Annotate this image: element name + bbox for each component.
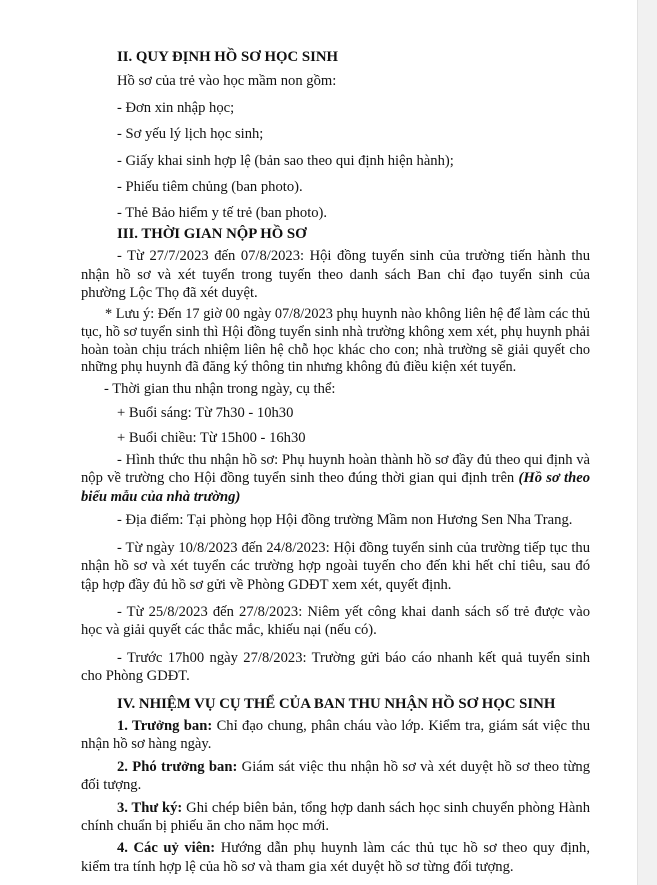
- duty-text: Ghi chép biên bản, tổng hợp danh sách học sinh chuyển phòng Hành chính chuẩn bị phiếu ăn cho năm học mới.: [81, 799, 590, 834]
- paragraph-listing-period: - Từ 25/8/2023 đến 27/8/2023: Niêm yết công khai danh sách số trẻ được vào học và giải quyết các thắc mắc, khiếu nại (nếu có).: [81, 603, 590, 639]
- section-4-heading: IV. NHIỆM VỤ CỤ THỂ CỦA BAN THU NHẬN HỒ SƠ HỌC SINH: [117, 695, 556, 712]
- duty-text: Giám sát việc thu nhận hồ sơ và xét duyệt hồ sơ theo từng đối tượng.: [81, 758, 590, 794]
- document-page: [0, 40, 638, 876]
- method-text: - Hình thức thu nhận hồ sơ: Phụ huynh hoàn thành hồ sơ đầy đủ theo qui định và nộp về trường cho Hội đồng tuyển sinh theo đúng thời gian qui định trên: [81, 452, 590, 487]
- paragraph-note: * Lưu ý: Đến 17 giờ 00 ngày 07/8/2023 phụ huynh nào không liên hệ để làm các thủ tục, hồ sơ tuyển sinh thì Hội đồng tuyển sinh nhà trường không xem xét, phụ huynh phải hoàn toàn chịu trách nhiệm liên hệ chỗ học khác cho con; nhà trường sẽ giải quyết cho những phụ huynh đã đăng ký thông tin nhưng không đủ điều kiện xét tuyển.: [81, 306, 590, 376]
- paragraph-extra-period: - Từ ngày 10/8/2023 đến 24/8/2023: Hội đồng tuyển sinh của trường tiếp tục thu nhận hồ sơ và xét tuyển các trường hợp ngoài tuyến cho đến khi hết chỉ tiêu, sau đó tập hợp đầy đủ hồ sơ gửi về Phòng GDĐT xem xét, quyết định.: [81, 539, 590, 593]
- time-afternoon: + Buổi chiều: Từ 15h00 - 16h30: [117, 429, 306, 446]
- duty-term: 2. Phó trưởng ban:: [117, 758, 238, 775]
- list-item: - Đơn xin nhập học;: [117, 99, 235, 116]
- duty-secretary: [0, 799, 638, 836]
- duty-text: Hướng dẫn phụ huynh làm các thủ tục hồ sơ theo quy định, kiểm tra tính hợp lệ của hồ sơ và tham gia xét duyệt hồ sơ từng đối tượng.: [81, 840, 590, 875]
- paragraph-method: [0, 451, 638, 506]
- section-2-heading: II. QUY ĐỊNH HỒ SƠ HỌC SINH: [117, 49, 339, 65]
- list-item: - Thẻ Bảo hiểm y tế trẻ (ban photo).: [117, 205, 328, 222]
- paragraph-intake-period: - Từ 27/7/2023 đến 07/8/2023: Hội đồng tuyển sinh của trường tiến hành thu nhận hồ sơ và xét tuyển trong tuyến theo danh sách Ban chỉ đạo tuyển sinh của phường Lộc Thọ đã xét duyệt.: [81, 248, 590, 302]
- duty-deputy: [0, 758, 638, 795]
- paragraph-report-deadline: - Trước 17h00 ngày 27/8/2023: Trường gửi báo cáo nhanh kết quả tuyển sinh cho Phòng GDĐT.: [81, 649, 590, 685]
- duty-head: [0, 717, 638, 754]
- section-3-heading: III. THỜI GIAN NỘP HỒ SƠ: [117, 225, 307, 242]
- list-item: - Giấy khai sinh hợp lệ (bản sao theo qui định hiện hành);: [117, 152, 454, 169]
- method-emphasis: (Hồ sơ theo biểu mẫu của nhà trường): [81, 470, 590, 505]
- duty-text: Chỉ đạo chung, phân cháu vào lớp. Kiểm tra, giám sát việc thu nhận hồ sơ hàng ngày.: [81, 717, 591, 753]
- duty-members: [0, 839, 638, 876]
- side-panel-strip: [637, 0, 657, 885]
- list-item: - Sơ yếu lý lịch học sinh;: [117, 126, 264, 143]
- time-morning: + Buổi sáng: Từ 7h30 - 10h30: [117, 405, 294, 422]
- duty-term: 4. Các uỷ viên:: [117, 840, 216, 857]
- paragraph-location: - Địa điểm: Tại phòng họp Hội đồng trường Mầm non Hương Sen Nha Trang.: [117, 512, 573, 529]
- time-intro: - Thời gian thu nhận trong ngày, cụ thể:: [104, 380, 336, 397]
- list-item: - Phiếu tiêm chủng (ban photo).: [117, 179, 303, 196]
- duty-term: 1. Trưởng ban:: [117, 717, 213, 734]
- duty-term: 3. Thư ký:: [117, 799, 183, 816]
- section-2-intro: Hồ sơ của trẻ vào học mầm non gồm:: [117, 73, 337, 90]
